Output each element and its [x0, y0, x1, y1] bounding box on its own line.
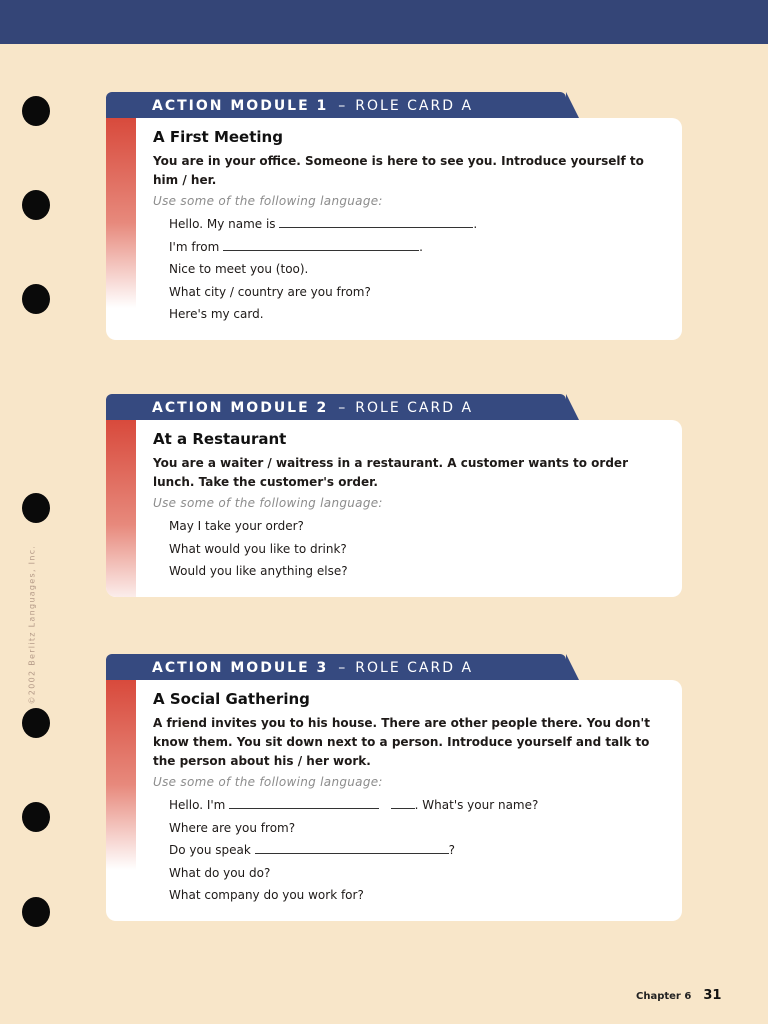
module-tab — [106, 92, 566, 120]
phrase-line: What would you like to drink? — [169, 541, 347, 556]
phrase-text: Do you speak — [169, 843, 251, 857]
phrase-line — [169, 839, 662, 862]
role-card-label: ROLE CARD A — [355, 400, 474, 416]
module-number: ACTION MODULE 3 — [152, 660, 329, 676]
tab-separator: – — [338, 400, 346, 416]
phrase-line: Where are you from? — [169, 820, 296, 835]
fill-in-blank — [229, 796, 379, 809]
binder-hole — [22, 284, 50, 314]
phrase-line: What do you do? — [169, 865, 271, 880]
chapter-label: Chapter 6 — [636, 991, 692, 1002]
fill-in-blank — [279, 215, 473, 228]
fill-in-blank — [223, 238, 419, 251]
binder-hole — [22, 96, 50, 126]
role-card-label: ROLE CARD A — [355, 98, 474, 114]
binder-hole — [22, 897, 50, 927]
role-card — [106, 680, 682, 921]
phrase-text: Hello. My name is — [169, 217, 276, 231]
phrase-list — [153, 213, 662, 326]
phrase-line: Nice to meet you (too). — [169, 262, 309, 276]
phrase-list — [153, 794, 662, 907]
card-title: A First Meeting — [153, 128, 283, 146]
phrase-line: What city / country are you from? — [169, 284, 371, 299]
tab-separator: – — [338, 98, 346, 114]
fill-in-blank — [255, 841, 449, 854]
module-number: ACTION MODULE 2 — [152, 400, 329, 416]
card-instructions: A friend invites you to his house. There are other people there. You don't know them. You sit down next to a person. Introduce yourself and talk to the person about his / her work. — [153, 716, 650, 768]
role-card — [106, 118, 682, 340]
binder-hole — [22, 493, 50, 523]
language-prompt: Use some of the following language: — [153, 194, 383, 208]
phrase-list — [153, 515, 662, 583]
phrase-text-end: ? — [448, 843, 456, 857]
phrase-line — [169, 213, 662, 236]
copyright-notice: ©2002 Berlitz Languages, Inc. — [27, 544, 37, 705]
card-instructions: You are a waiter / waitress in a restaurant. A customer wants to order lunch. Take the customer's order. — [153, 456, 628, 489]
phrase-line — [169, 236, 662, 259]
page-footer — [636, 984, 721, 1003]
top-header-band — [0, 0, 768, 44]
binder-hole — [22, 802, 50, 832]
language-prompt: Use some of the following language: — [153, 496, 383, 510]
phrase-line: What company do you work for? — [169, 888, 364, 902]
binder-hole — [22, 190, 50, 220]
module-number: ACTION MODULE 1 — [152, 98, 329, 114]
role-card-label: ROLE CARD A — [355, 660, 474, 676]
phrase-text: Hello. I'm — [169, 798, 226, 812]
phrase-line: Would you like anything else? — [169, 564, 348, 578]
binder-hole — [22, 708, 50, 738]
fill-in-blank — [391, 796, 415, 809]
phrase-text: I'm from — [169, 239, 220, 254]
card-instructions: You are in your office. Someone is here to see you. Introduce yourself to him / her. — [153, 154, 644, 187]
language-prompt: Use some of the following language: — [153, 775, 383, 789]
card-title: A Social Gathering — [153, 690, 310, 708]
phrase-text-end: . — [419, 239, 423, 254]
phrase-line: May I take your order? — [169, 519, 304, 533]
phrase-line: Here's my card. — [169, 307, 264, 321]
phrase-line — [169, 794, 662, 817]
card-title: At a Restaurant — [153, 430, 287, 448]
page-number: 31 — [703, 988, 722, 1003]
phrase-text-end: . What's your name? — [414, 798, 539, 812]
phrase-text-end: . — [473, 217, 478, 231]
module-tab — [106, 394, 566, 422]
module-tab — [106, 654, 566, 682]
role-card — [106, 420, 682, 597]
tab-separator: – — [338, 660, 346, 676]
